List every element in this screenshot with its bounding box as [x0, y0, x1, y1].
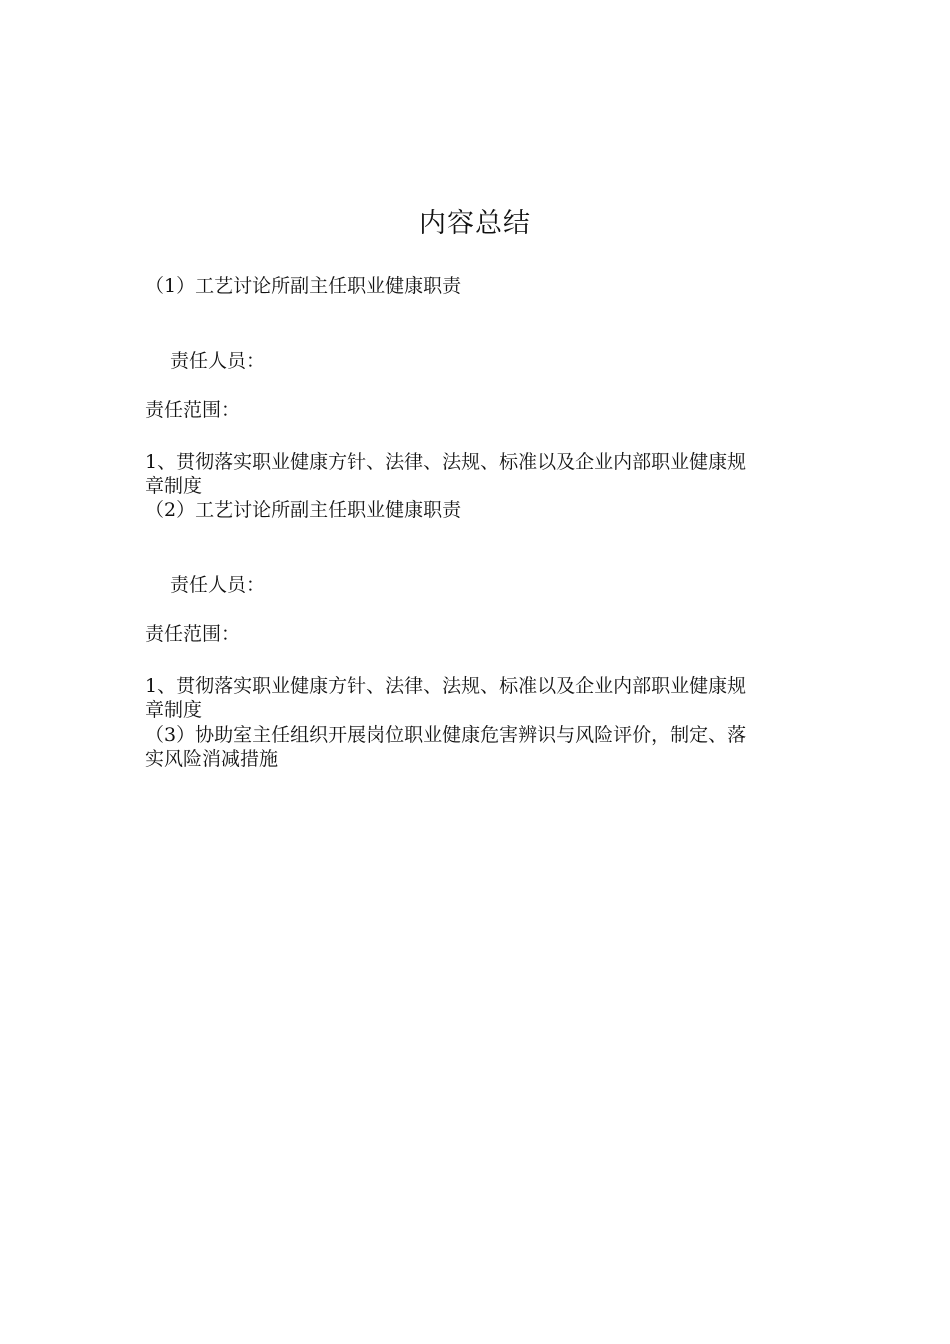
section-2-scope-label: 责任范围：	[145, 623, 241, 645]
section-1-item-line-1: 1、贯彻落实职业健康方针、法律、法规、标准以及企业内部职业健康规	[145, 451, 747, 473]
section-1-personnel-label: 责任人员：	[170, 350, 266, 372]
section-1-item-line-2: 章制度	[145, 475, 203, 497]
section-3-heading-line-1: （3）协助室主任组织开展岗位职业健康危害辨识与风险评价，制定、落	[145, 724, 747, 746]
section-1-heading: （1）工艺讨论所副主任职业健康职责	[145, 275, 462, 297]
section-2-item-line-2: 章制度	[145, 699, 203, 721]
section-2-item-line-1: 1、贯彻落实职业健康方针、法律、法规、标准以及企业内部职业健康规	[145, 675, 747, 697]
section-3-heading-line-2: 实风险消减措施	[145, 748, 279, 770]
section-2-personnel-label: 责任人员：	[170, 574, 266, 596]
document-title: 内容总结	[419, 208, 531, 239]
section-2-heading: （2）工艺讨论所副主任职业健康职责	[145, 499, 462, 521]
section-1-scope-label: 责任范围：	[145, 399, 241, 421]
